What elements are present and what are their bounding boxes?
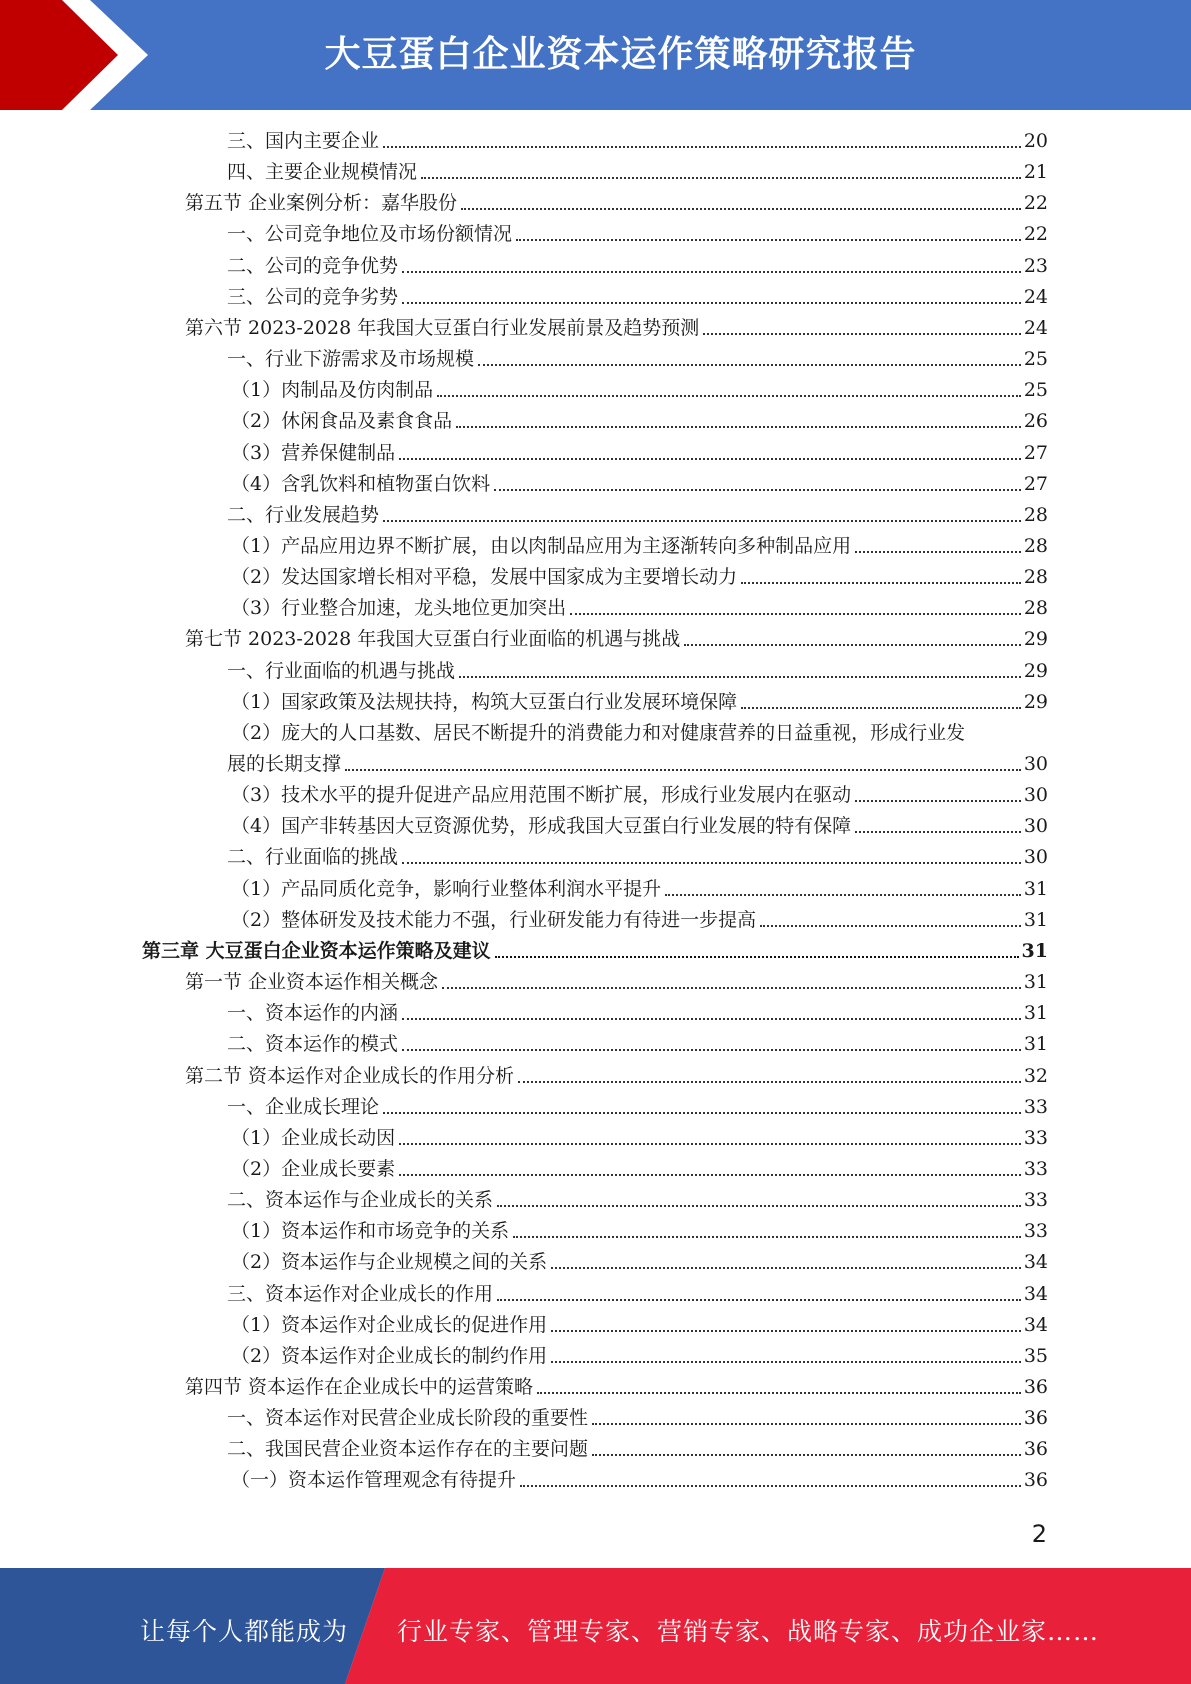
toc-entry[interactable]	[231, 718, 1048, 749]
toc-leader-dots	[684, 644, 1021, 646]
toc-leader-dots	[703, 333, 1021, 335]
toc-leader-dots	[399, 1174, 1021, 1176]
toc-entry-title: 一、行业下游需求及市场规模	[227, 348, 475, 371]
toc-leader-dots	[551, 1330, 1021, 1332]
toc-entry[interactable]	[231, 406, 1048, 437]
toc-leader-dots	[520, 1485, 1021, 1487]
toc-page-number: 30	[1023, 815, 1048, 838]
toc-entry[interactable]	[231, 1341, 1048, 1372]
toc-entry[interactable]	[231, 874, 1048, 905]
toc-entry[interactable]	[231, 1247, 1048, 1278]
toc-page-number: 28	[1023, 597, 1048, 620]
toc-leader-dots	[495, 956, 1019, 958]
toc-leader-dots	[592, 1423, 1021, 1425]
toc-entry-title: 一、资本运作的内涵	[227, 1002, 399, 1025]
toc-entry-title: 展的长期支撑	[227, 753, 342, 775]
toc-leader-dots	[402, 302, 1021, 304]
toc-entry-title: （3）技术水平的提升促进产品应用范围不断扩展，形成行业发展内在驱动	[231, 784, 852, 807]
toc-entry-title: 一、行业面临的机遇与挑战	[227, 659, 456, 682]
toc-entry-title: 三、国内主要企业	[227, 130, 380, 152]
toc-leader-dots	[383, 520, 1021, 522]
toc-page-number: 24	[1023, 316, 1048, 339]
toc-entry-title: （2）资本运作与企业规模之间的关系	[231, 1251, 548, 1274]
toc-entry-title: 二、资本运作与企业成长的关系	[227, 1189, 494, 1212]
toc-entry[interactable]	[227, 126, 1048, 157]
toc-entry[interactable]	[185, 624, 1048, 655]
toc-entry[interactable]	[185, 1061, 1048, 1092]
toc-page-number: 33	[1023, 1157, 1048, 1180]
footer-slogan-left: 让每个人都能成为	[140, 1617, 349, 1646]
report-title: 大豆蛋白企业资本运作策略研究报告	[324, 34, 917, 75]
toc-page-number: 29	[1023, 690, 1048, 713]
toc-page-number: 34	[1023, 1313, 1048, 1336]
toc-leader-dots	[399, 458, 1021, 460]
toc-page-number: 28	[1023, 503, 1048, 526]
toc-page-number: 33	[1023, 1095, 1048, 1118]
toc-entry-title: 三、公司的竞争劣势	[227, 285, 399, 308]
toc-leader-dots	[478, 364, 1021, 366]
toc-leader-dots	[383, 1112, 1021, 1114]
toc-entry-title: （1）产品应用边界不断扩展，由以肉制品应用为主逐渐转向多种制品应用	[231, 534, 852, 557]
toc-entry-title: （3）行业整合加速，龙头地位更加突出	[231, 597, 567, 620]
toc-entry-title: 一、资本运作对民营企业成长阶段的重要性	[227, 1407, 589, 1430]
toc-page-number: 29	[1023, 659, 1048, 682]
toc-leader-dots	[399, 1143, 1021, 1145]
toc-page-number: 34	[1023, 1282, 1048, 1305]
toc-page-number: 27	[1023, 472, 1048, 495]
toc-entry-title: （4）国产非转基因大豆资源优势，形成我国大豆蛋白行业发展的特有保障	[231, 815, 852, 838]
toc-leader-dots	[855, 831, 1021, 833]
toc-entry-title: 二、公司的竞争优势	[227, 254, 399, 277]
toc-entry-title: 第二节 资本运作对企业成长的作用分析	[185, 1064, 515, 1087]
toc-entry[interactable]	[185, 967, 1048, 998]
toc-leader-dots	[570, 613, 1021, 615]
toc-page-number: 35	[1023, 1344, 1048, 1367]
toc-entry[interactable]	[227, 1279, 1048, 1310]
toc-entry-title: 第七节 2023-2028 年我国大豆蛋白行业面临的机遇与挑战	[185, 628, 681, 651]
toc-entry-title: （1）肉制品及仿肉制品	[231, 379, 434, 402]
toc-entry-title: 二、资本运作的模式	[227, 1033, 399, 1056]
toc-entry-title: （4）含乳饮料和植物蛋白饮料	[231, 472, 491, 495]
toc-entry[interactable]	[227, 842, 1048, 873]
toc-leader-dots	[855, 800, 1021, 802]
toc-entry[interactable]	[227, 1434, 1048, 1465]
toc-entry-title: （1）资本运作和市场竞争的关系	[231, 1220, 510, 1243]
toc-page-number: 32	[1023, 1064, 1048, 1087]
toc-entry-title: （2）资本运作对企业成长的制约作用	[231, 1344, 548, 1367]
toc-leader-dots	[459, 676, 1021, 678]
toc-page-number: 36	[1023, 1407, 1048, 1430]
toc-page-number: 31	[1023, 1002, 1048, 1025]
toc-entry[interactable]	[227, 251, 1048, 282]
toc-entry-title: （2）发达国家增长相对平稳，发展中国家成为主要增长动力	[231, 566, 738, 589]
toc-entry[interactable]	[227, 749, 1048, 780]
toc-leader-dots	[497, 1299, 1021, 1301]
toc-entry-title: （2）休闲食品及素食食品	[231, 410, 453, 433]
header-banner	[0, 0, 1191, 110]
toc-page-number: 33	[1023, 1126, 1048, 1149]
toc-page-number: 31	[1023, 877, 1048, 900]
toc-entry[interactable]	[227, 1185, 1048, 1216]
toc-page-number: 30	[1023, 784, 1048, 807]
toc-page-number: 21	[1023, 161, 1048, 184]
toc-leader-dots	[497, 1205, 1021, 1207]
toc-page-number: 26	[1023, 410, 1048, 433]
toc-leader-dots	[345, 769, 1021, 771]
toc-entry[interactable]	[185, 1372, 1048, 1403]
toc-page-number: 24	[1023, 285, 1048, 308]
toc-page-number: 36	[1023, 1376, 1048, 1398]
toc-entry[interactable]	[227, 656, 1048, 687]
toc-page-number: 31	[1021, 939, 1048, 962]
toc-leader-dots	[760, 925, 1021, 927]
toc-leader-dots	[402, 1018, 1021, 1020]
toc-page-number: 25	[1023, 379, 1048, 402]
toc-page-number: 29	[1023, 628, 1048, 651]
toc-entry[interactable]	[231, 375, 1048, 406]
toc-entry-title: 二、行业面临的挑战	[227, 846, 399, 869]
toc-entry-title: （一）资本运作管理观念有待提升	[231, 1469, 517, 1492]
toc-page-number: 23	[1023, 254, 1048, 277]
toc-leader-dots	[551, 1361, 1021, 1363]
toc-page-number: 31	[1023, 971, 1048, 994]
toc-page-number: 31	[1023, 1033, 1048, 1056]
toc-entry-title: （1）资本运作对企业成长的促进作用	[231, 1313, 548, 1336]
footer-banner	[0, 1568, 1191, 1684]
toc-leader-dots	[665, 894, 1021, 896]
toc-leader-dots	[518, 1081, 1021, 1083]
toc-entry-title: 第一节 企业资本运作相关概念	[185, 971, 439, 994]
toc-leader-dots	[456, 426, 1021, 428]
toc-page-number: 31	[1023, 908, 1048, 931]
toc-entry-title: 第五节 企业案例分析：嘉华股份	[185, 192, 458, 215]
toc-entry[interactable]	[231, 593, 1048, 624]
toc-entry[interactable]	[231, 1123, 1048, 1154]
toc-entry[interactable]	[231, 531, 1048, 562]
toc-entry[interactable]	[227, 1029, 1048, 1060]
toc-entry-title: 第六节 2023-2028 年我国大豆蛋白行业发展前景及趋势预测	[185, 316, 700, 339]
toc-entry[interactable]	[231, 687, 1048, 718]
toc-entry-title: （3）营养保健制品	[231, 441, 396, 464]
toc-entry[interactable]	[231, 1216, 1048, 1247]
toc-leader-dots	[402, 271, 1021, 273]
toc-page-number: 22	[1023, 223, 1048, 246]
toc-entry[interactable]	[227, 157, 1048, 188]
toc-page-number: 33	[1023, 1220, 1048, 1243]
toc-page-number: 36	[1023, 1438, 1048, 1461]
toc-entry[interactable]	[231, 469, 1048, 500]
toc-leader-dots	[537, 1392, 1021, 1394]
toc-page-number: 30	[1023, 846, 1048, 869]
toc-entry[interactable]	[227, 219, 1048, 250]
toc-leader-dots	[442, 987, 1021, 989]
toc-page-number: 22	[1023, 192, 1048, 215]
toc-entry[interactable]	[227, 500, 1048, 531]
toc-entry[interactable]	[227, 998, 1048, 1029]
toc-leader-dots	[461, 208, 1021, 210]
toc-entry-title: （2）企业成长要素	[231, 1157, 396, 1180]
toc-page-number: 27	[1023, 441, 1048, 464]
toc-entry[interactable]	[142, 936, 1048, 967]
toc-entry-title: （1）企业成长动因	[231, 1126, 396, 1149]
toc-leader-dots	[516, 239, 1021, 241]
toc-entry-title: 第四节 资本运作在企业成长中的运营策略	[185, 1376, 534, 1398]
toc-entry-title: （2）整体研发及技术能力不强，行业研发能力有待进一步提高	[231, 908, 757, 931]
toc-page-number: 30	[1023, 753, 1048, 775]
toc-entry[interactable]	[227, 282, 1048, 313]
toc-leader-dots	[494, 489, 1021, 491]
toc-page-number: 36	[1023, 1469, 1048, 1492]
footer-slogan-right: 行业专家、管理专家、营销专家、战略专家、成功企业家……	[397, 1617, 1100, 1646]
toc-entry[interactable]	[185, 188, 1048, 219]
toc-leader-dots	[437, 395, 1021, 397]
toc-leader-dots	[741, 582, 1021, 584]
toc-entry[interactable]	[231, 562, 1048, 593]
toc-entry[interactable]	[227, 1403, 1048, 1434]
toc-leader-dots	[592, 1454, 1021, 1456]
toc-page-number: 28	[1023, 534, 1048, 557]
toc-entry-title: 一、公司竞争地位及市场份额情况	[227, 223, 513, 246]
toc-entry-title: （2）庞大的人口基数、居民不断提升的消费能力和对健康营养的日益重视，形成行业发	[231, 721, 966, 744]
toc-entry[interactable]	[231, 1465, 1048, 1496]
toc-entry-title: 第三章 大豆蛋白企业资本运作策略及建议	[142, 939, 491, 962]
toc-entry[interactable]	[231, 905, 1048, 936]
page-number: 2	[1031, 1520, 1047, 1548]
toc-leader-dots	[402, 1049, 1021, 1051]
toc-page-number: 33	[1023, 1189, 1048, 1212]
toc-entry-title: （1）国家政策及法规扶持，构筑大豆蛋白行业发展环境保障	[231, 690, 738, 713]
toc-entry[interactable]	[231, 1154, 1048, 1185]
toc-entry-title: 一、企业成长理论	[227, 1095, 380, 1118]
toc-leader-dots	[855, 551, 1021, 553]
toc-leader-dots	[551, 1267, 1021, 1269]
toc-entry[interactable]	[231, 1310, 1048, 1341]
toc-leader-dots	[421, 177, 1021, 179]
toc-page-number: 28	[1023, 566, 1048, 589]
toc-leader-dots	[741, 707, 1021, 709]
toc-page-number: 34	[1023, 1251, 1048, 1274]
toc-entry[interactable]	[231, 811, 1048, 842]
toc-entry[interactable]	[227, 1092, 1048, 1123]
toc-entry[interactable]	[231, 780, 1048, 811]
toc-entry[interactable]	[185, 313, 1048, 344]
toc-leader-dots	[513, 1236, 1021, 1238]
toc-page-number: 25	[1023, 348, 1048, 371]
toc-entry[interactable]	[231, 438, 1048, 469]
toc-entry-title: （1）产品同质化竞争，影响行业整体利润水平提升	[231, 877, 662, 900]
toc-leader-dots	[402, 862, 1021, 864]
toc-entry-title: 二、行业发展趋势	[227, 503, 380, 526]
toc-entry-title: 三、资本运作对企业成长的作用	[227, 1282, 494, 1305]
toc-entry[interactable]	[227, 344, 1048, 375]
toc-entry-title: 二、我国民营企业资本运作存在的主要问题	[227, 1438, 589, 1461]
toc-page-number: 20	[1023, 130, 1048, 152]
toc-leader-dots	[383, 146, 1021, 148]
toc-entry-title: 四、主要企业规模情况	[227, 161, 418, 184]
